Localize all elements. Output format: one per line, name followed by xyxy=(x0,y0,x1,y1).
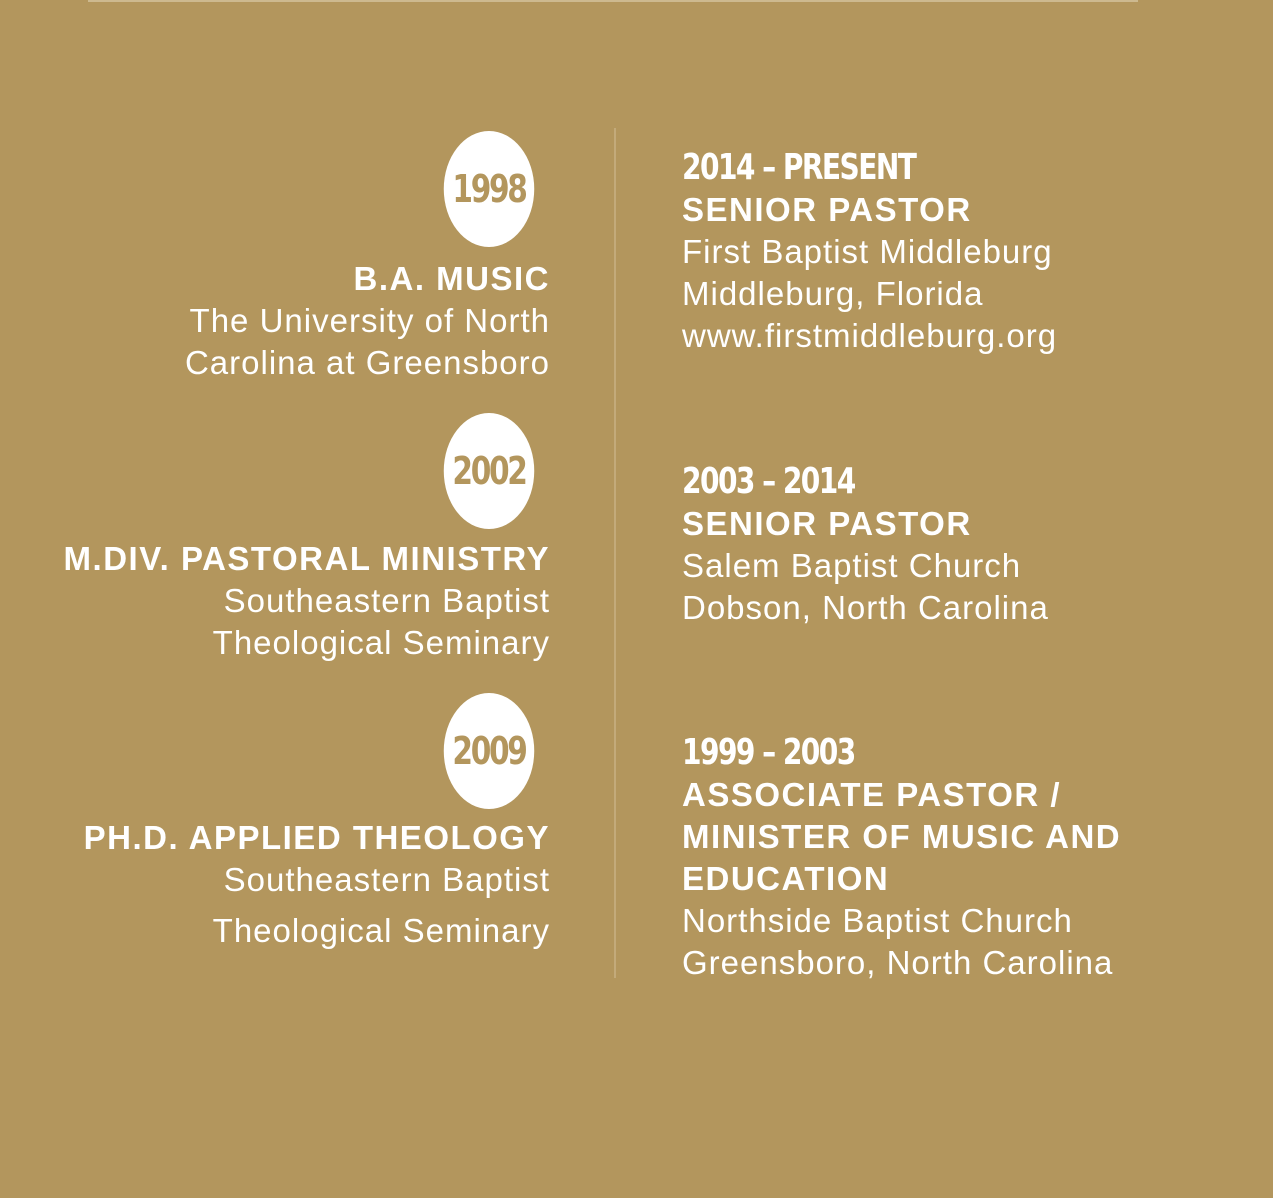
church-website: www.firstmiddleburg.org xyxy=(682,317,1058,354)
position-entry xyxy=(682,147,1057,357)
position-years: 1999 – 2003 xyxy=(682,732,855,773)
position-entry xyxy=(682,461,1049,629)
education-entry xyxy=(84,817,550,952)
year-label: 1998 xyxy=(452,167,526,211)
year-label: 2009 xyxy=(452,729,526,773)
school-line: Southeastern Baptist xyxy=(223,861,550,898)
church-line: First Baptist Middleburg xyxy=(682,233,1053,270)
education-entry xyxy=(185,258,550,384)
position-years: 2014 – PRESENT xyxy=(682,147,916,188)
degree-title: B.A. MUSIC xyxy=(353,260,550,297)
church-line: Salem Baptist Church xyxy=(682,547,1022,584)
school-line: Southeastern Baptist xyxy=(223,582,550,619)
position-title: SENIOR PASTOR xyxy=(682,191,972,228)
year-badge-1998 xyxy=(444,131,534,247)
degree-title: M.DIV. PASTORAL MINISTRY xyxy=(63,540,550,577)
church-line: Northside Baptist Church xyxy=(682,902,1073,939)
church-line: Middleburg, Florida xyxy=(682,275,984,312)
degree-title: PH.D. APPLIED THEOLOGY xyxy=(83,819,550,856)
year-badge-2002 xyxy=(444,413,534,529)
position-years: 2003 – 2014 xyxy=(682,461,855,502)
school-line: Theological Seminary xyxy=(212,624,550,661)
school-line: The University of North xyxy=(189,302,550,339)
year-badge-2009 xyxy=(444,693,534,809)
position-entry xyxy=(682,732,1121,984)
position-title: ASSOCIATE PASTOR / xyxy=(682,776,1062,813)
position-title: EDUCATION xyxy=(682,860,890,897)
school-line: Theological Seminary xyxy=(212,912,550,949)
year-label: 2002 xyxy=(452,449,526,493)
education-entry xyxy=(64,538,550,664)
church-line: Greensboro, North Carolina xyxy=(682,944,1114,981)
timeline-divider xyxy=(614,128,616,978)
school-line: Carolina at Greensboro xyxy=(184,344,550,381)
position-title: MINISTER OF MUSIC AND xyxy=(682,818,1122,855)
top-divider-line xyxy=(88,0,1138,2)
position-title: SENIOR PASTOR xyxy=(682,505,972,542)
church-line: Dobson, North Carolina xyxy=(682,589,1049,626)
